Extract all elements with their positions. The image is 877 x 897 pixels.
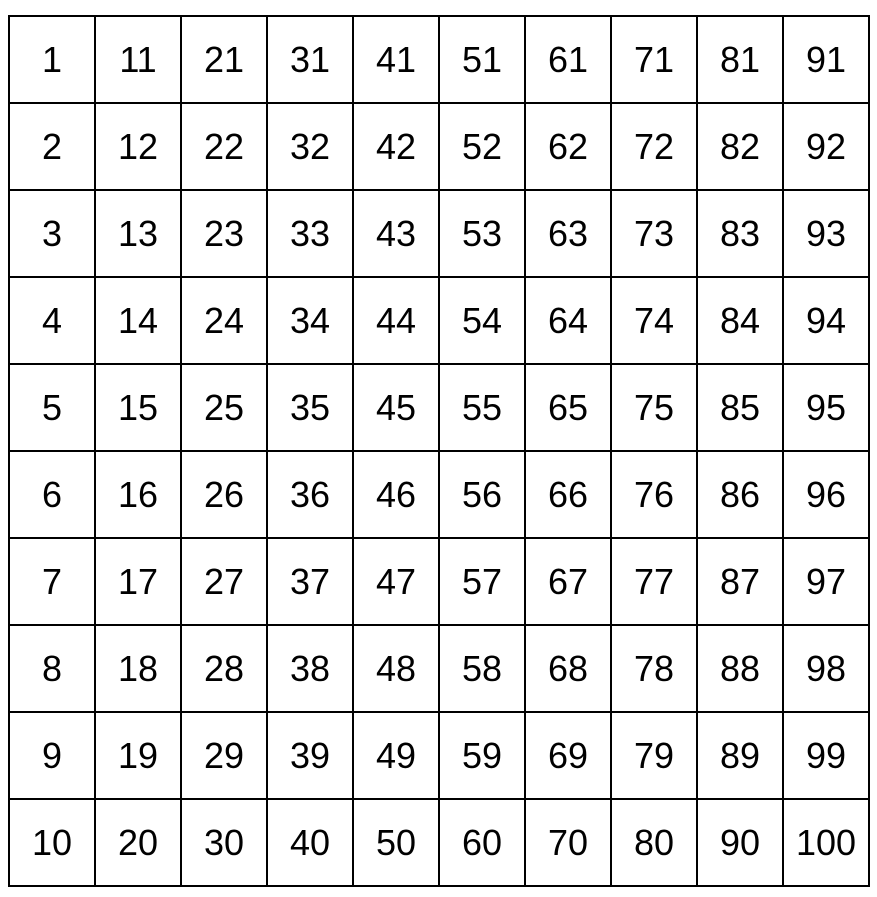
grid-cell: 41: [353, 16, 439, 103]
grid-cell: 46: [353, 451, 439, 538]
grid-row: [9, 364, 869, 451]
grid-cell: 57: [439, 538, 525, 625]
grid-cell: 50: [353, 799, 439, 886]
grid-cell: 80: [611, 799, 697, 886]
grid-cell: 51: [439, 16, 525, 103]
grid-cell: 37: [267, 538, 353, 625]
grid-cell: 12: [95, 103, 181, 190]
grid-body: [9, 16, 869, 886]
grid-cell: 7: [9, 538, 95, 625]
grid-cell: 86: [697, 451, 783, 538]
grid-cell: 61: [525, 16, 611, 103]
grid-cell: 62: [525, 103, 611, 190]
grid-cell: 3: [9, 190, 95, 277]
grid-cell: 23: [181, 190, 267, 277]
grid-cell: 93: [783, 190, 869, 277]
grid-cell: 77: [611, 538, 697, 625]
grid-row: [9, 103, 869, 190]
grid-cell: 26: [181, 451, 267, 538]
grid-cell: 30: [181, 799, 267, 886]
grid-cell: 8: [9, 625, 95, 712]
grid-cell: 35: [267, 364, 353, 451]
grid-cell: 38: [267, 625, 353, 712]
grid-cell: 40: [267, 799, 353, 886]
grid-cell: 59: [439, 712, 525, 799]
grid-cell: 100: [783, 799, 869, 886]
grid-cell: 68: [525, 625, 611, 712]
grid-cell: 16: [95, 451, 181, 538]
grid-cell: 88: [697, 625, 783, 712]
grid-cell: 92: [783, 103, 869, 190]
grid-row: [9, 625, 869, 712]
grid-row: [9, 538, 869, 625]
grid-cell: 89: [697, 712, 783, 799]
grid-cell: 90: [697, 799, 783, 886]
grid-cell: 28: [181, 625, 267, 712]
grid-cell: 74: [611, 277, 697, 364]
grid-cell: 21: [181, 16, 267, 103]
grid-cell: 67: [525, 538, 611, 625]
grid-cell: 85: [697, 364, 783, 451]
grid-cell: 72: [611, 103, 697, 190]
grid-cell: 39: [267, 712, 353, 799]
grid-cell: 54: [439, 277, 525, 364]
grid-row: [9, 799, 869, 886]
grid-cell: 25: [181, 364, 267, 451]
grid-cell: 32: [267, 103, 353, 190]
grid-cell: 56: [439, 451, 525, 538]
grid-cell: 76: [611, 451, 697, 538]
grid-row: [9, 190, 869, 277]
grid-cell: 73: [611, 190, 697, 277]
grid-cell: 31: [267, 16, 353, 103]
grid-cell: 42: [353, 103, 439, 190]
grid-cell: 27: [181, 538, 267, 625]
grid-cell: 91: [783, 16, 869, 103]
grid-cell: 20: [95, 799, 181, 886]
grid-cell: 1: [9, 16, 95, 103]
grid-cell: 96: [783, 451, 869, 538]
grid-cell: 24: [181, 277, 267, 364]
grid-cell: 9: [9, 712, 95, 799]
grid-row: [9, 451, 869, 538]
grid-cell: 53: [439, 190, 525, 277]
grid-cell: 71: [611, 16, 697, 103]
grid-cell: 11: [95, 16, 181, 103]
grid-row: [9, 712, 869, 799]
grid-cell: 52: [439, 103, 525, 190]
grid-cell: 33: [267, 190, 353, 277]
hundred-chart-grid: [8, 15, 870, 887]
grid-cell: 87: [697, 538, 783, 625]
grid-cell: 82: [697, 103, 783, 190]
grid-row: [9, 277, 869, 364]
grid-cell: 5: [9, 364, 95, 451]
grid-cell: 84: [697, 277, 783, 364]
grid-cell: 13: [95, 190, 181, 277]
grid-cell: 2: [9, 103, 95, 190]
grid-cell: 47: [353, 538, 439, 625]
grid-cell: 19: [95, 712, 181, 799]
grid-cell: 83: [697, 190, 783, 277]
grid-cell: 79: [611, 712, 697, 799]
grid-cell: 81: [697, 16, 783, 103]
grid-cell: 44: [353, 277, 439, 364]
grid-cell: 58: [439, 625, 525, 712]
grid-cell: 15: [95, 364, 181, 451]
grid-cell: 6: [9, 451, 95, 538]
grid-cell: 17: [95, 538, 181, 625]
grid-cell: 55: [439, 364, 525, 451]
grid-cell: 66: [525, 451, 611, 538]
grid-cell: 34: [267, 277, 353, 364]
grid-row: [9, 16, 869, 103]
grid-cell: 99: [783, 712, 869, 799]
grid-cell: 98: [783, 625, 869, 712]
grid-cell: 22: [181, 103, 267, 190]
grid-cell: 70: [525, 799, 611, 886]
grid-cell: 63: [525, 190, 611, 277]
grid-cell: 45: [353, 364, 439, 451]
grid-cell: 97: [783, 538, 869, 625]
grid-cell: 65: [525, 364, 611, 451]
grid-cell: 69: [525, 712, 611, 799]
grid-cell: 43: [353, 190, 439, 277]
grid-cell: 75: [611, 364, 697, 451]
grid-cell: 95: [783, 364, 869, 451]
grid-cell: 4: [9, 277, 95, 364]
grid-cell: 10: [9, 799, 95, 886]
grid-cell: 64: [525, 277, 611, 364]
grid-cell: 78: [611, 625, 697, 712]
grid-cell: 14: [95, 277, 181, 364]
grid-cell: 48: [353, 625, 439, 712]
grid-cell: 36: [267, 451, 353, 538]
grid-cell: 94: [783, 277, 869, 364]
grid-cell: 60: [439, 799, 525, 886]
grid-cell: 49: [353, 712, 439, 799]
grid-cell: 18: [95, 625, 181, 712]
grid-cell: 29: [181, 712, 267, 799]
